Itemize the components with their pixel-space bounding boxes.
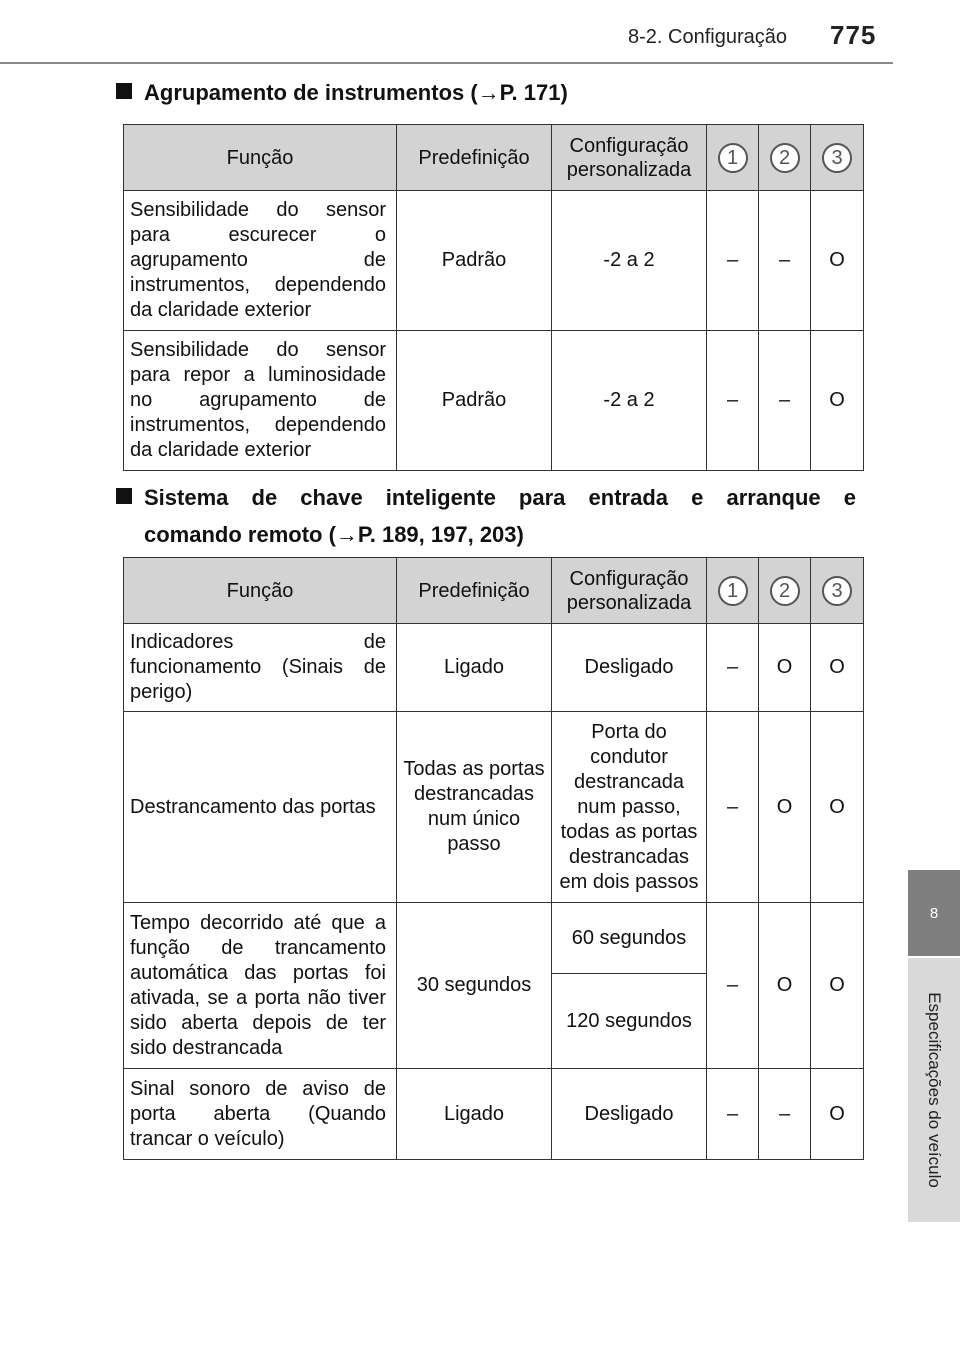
header-custom: Configuração personalizada [552,125,707,191]
header-col-1 [707,125,759,191]
cell-col-2: O [759,624,811,712]
cell-custom: Desligado [552,1069,707,1160]
circled-number-2-icon: 2 [770,576,800,606]
header-function: Função [124,558,397,624]
cell-col-1: – [707,903,759,1069]
section-title-line-1: Sistema de chave inteligente para entrada e arranque e [116,479,856,516]
cell-col-2: – [759,331,811,471]
chapter-tab: 8 [908,870,960,956]
cell-function: Sinal sonoro de aviso de porta aberta (Quando trancar o veículo) [124,1069,397,1160]
cell-function: Indicadores de funcionamento (Sinais de perigo) [124,624,397,712]
table-row [124,331,864,471]
cell-col-2: O [759,903,811,1069]
cell-col-1: – [707,1069,759,1160]
circled-number-2-icon: 2 [770,143,800,173]
cell-custom-option-a: 60 segundos [552,903,706,974]
cell-col-3: O [811,331,864,471]
cell-col-1: – [707,712,759,903]
table-row [124,712,864,903]
section-title-smart-key [116,479,856,553]
table-row [124,903,864,1069]
cell-col-2: – [759,191,811,331]
table-header-row [124,558,864,624]
cell-col-1: – [707,191,759,331]
header-custom: Configuração personalizada [552,558,707,624]
page-number: 775 [830,20,877,50]
header-col-3 [811,125,864,191]
cell-default: Padrão [397,331,552,471]
cell-col-1: – [707,624,759,712]
cell-col-2: O [759,712,811,903]
cell-col-3: O [811,1069,864,1160]
instruments-settings-table [123,124,864,471]
cell-function: Sensibilidade do sensor para escurecer o agrupamento de instrumentos, dependendo da claridade exterior [124,191,397,331]
circled-number-3-icon: 3 [822,143,852,173]
cell-col-2: – [759,1069,811,1160]
cell-custom: -2 a 2 [552,191,707,331]
cell-default: Padrão [397,191,552,331]
cell-function: Tempo decorrido até que a função de trancamento automática das portas foi ativada, se a porta não tiver sido aberta depois de ter sido destrancada [124,903,397,1069]
cell-col-1: – [707,331,759,471]
header-col-1 [707,558,759,624]
circled-number-1-icon: 1 [718,576,748,606]
cell-col-3: O [811,191,864,331]
section-title-instruments: Agrupamento de instrumentos (→P. 171) [116,80,568,106]
table-row [124,1069,864,1160]
cell-custom-split [552,903,707,1069]
cell-function: Destrancamento das portas [124,712,397,903]
header-col-2 [759,558,811,624]
cell-default: Ligado [397,1069,552,1160]
section-title-line-2: comando remoto (→P. 189, 197, 203) [144,522,524,547]
cell-col-3: O [811,712,864,903]
cell-custom: -2 a 2 [552,331,707,471]
header-function: Função [124,125,397,191]
cell-custom-option-b: 120 segundos [566,1009,692,1032]
table-row [124,191,864,331]
header-col-3 [811,558,864,624]
circled-number-3-icon: 3 [822,576,852,606]
circled-number-1-icon: 1 [718,143,748,173]
square-bullet-icon [116,83,132,99]
cell-custom: Desligado [552,624,707,712]
cell-default: Ligado [397,624,552,712]
table-row [124,624,864,712]
square-bullet-icon [116,488,132,504]
cell-function: Sensibilidade do sensor para repor a luminosidade no agrupamento de instrumentos, dependendo da claridade exterior [124,331,397,471]
header-default: Predefinição [397,125,552,191]
header-col-2 [759,125,811,191]
cell-default: Todas as portas destrancadas num único passo [397,712,552,903]
chapter-label: Especificações do veículo [925,992,944,1188]
smart-key-settings-table [123,557,864,1160]
header-default: Predefinição [397,558,552,624]
cell-custom: Porta do condutor destrancada num passo, todas as portas destrancadas em dois passos [552,712,707,903]
cell-default: 30 segundos [397,903,552,1069]
header-divider [0,62,893,64]
section-heading: 8-2. Configuração [628,26,787,48]
cell-col-3: O [811,903,864,1069]
table-header-row [124,125,864,191]
cell-col-3: O [811,624,864,712]
